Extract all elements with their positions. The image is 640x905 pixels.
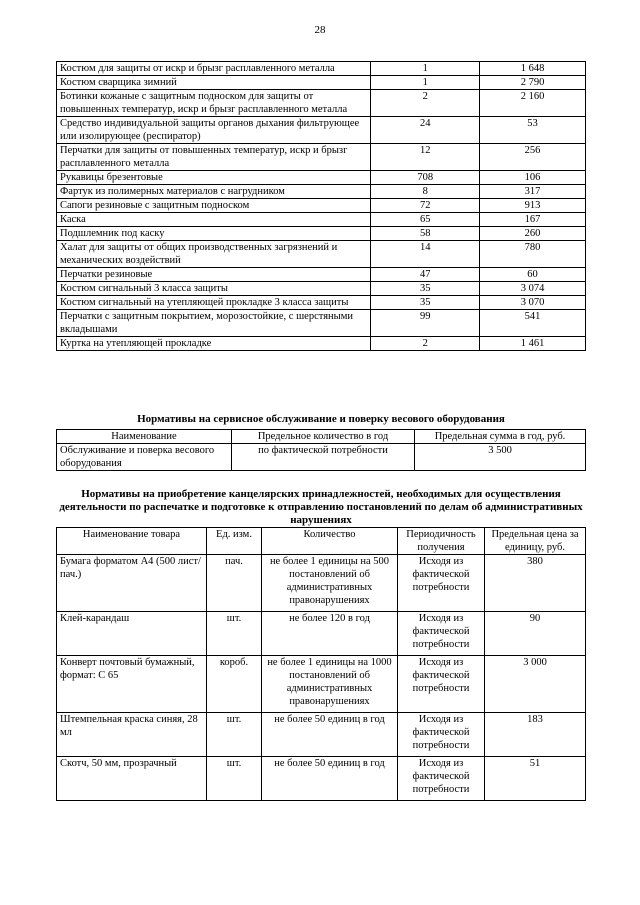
table-cell: Костюм для защиты от искр и брызг расплавленного металла — [57, 62, 371, 76]
table-row — [57, 90, 586, 117]
table-row — [57, 62, 586, 76]
table-cell: 24 — [371, 117, 480, 144]
table-cell: 913 — [480, 199, 586, 213]
table-cell: 183 — [485, 713, 586, 757]
table-cell: 541 — [480, 310, 586, 337]
table-row — [57, 296, 586, 310]
table-cell: 35 — [371, 296, 480, 310]
table-cell: Клей-карандаш — [57, 612, 207, 656]
table-cell: 60 — [480, 268, 586, 282]
table-cell: не более 50 единиц в год — [262, 757, 398, 801]
table-cell: 3 070 — [480, 296, 586, 310]
table-cell: Костюм сигнальный на утепляющей прокладке 3 класса защиты — [57, 296, 371, 310]
column-header: Предельная цена за единицу, руб. — [485, 528, 586, 555]
table-cell: Костюм сварщика зимний — [57, 76, 371, 90]
table-row — [57, 171, 586, 185]
table-cell: 3 500 — [415, 444, 586, 471]
table-cell: Обслуживание и поверка весового оборудования — [57, 444, 232, 471]
table-cell: не более 1 единицы на 500 постановлений об административных правонарушениях — [262, 555, 398, 612]
table-cell: 1 — [371, 62, 480, 76]
stationery-norms-heading: Нормативы на приобретение канцелярских принадлежностей, необходимых для осуществления деятельности по распечатке и подготовке к отправлению постановлений по делам об административных нарушениях — [59, 488, 583, 526]
table-cell: Халат для защиты от общих производственных загрязнений и механических воздействий — [57, 241, 371, 268]
table-row — [57, 213, 586, 227]
service-norms-heading: Нормативы на сервисное обслуживание и поверку весового оборудования — [137, 413, 505, 425]
table-row — [57, 656, 586, 713]
table-cell: 47 — [371, 268, 480, 282]
table-cell: 2 160 — [480, 90, 586, 117]
table-cell: 780 — [480, 241, 586, 268]
table-cell: Исходя из фактической потребности — [398, 713, 485, 757]
column-header: Количество — [262, 528, 398, 555]
table-cell: 12 — [371, 144, 480, 171]
table-row — [57, 117, 586, 144]
table-cell: 65 — [371, 213, 480, 227]
table-row — [57, 757, 586, 801]
equipment-table — [56, 61, 586, 351]
table-row — [57, 76, 586, 90]
table-cell: Перчатки с защитным покрытием, морозостойкие, с шерстяными вкладышами — [57, 310, 371, 337]
table-row — [57, 227, 586, 241]
column-header: Наименование — [57, 430, 232, 444]
table-cell: Фартук из полимерных материалов с нагрудником — [57, 185, 371, 199]
table-row — [57, 144, 586, 171]
table-cell: 58 — [371, 227, 480, 241]
table-row — [57, 282, 586, 296]
stationery-norms-table — [56, 527, 586, 801]
table-cell: 99 — [371, 310, 480, 337]
table-cell: 260 — [480, 227, 586, 241]
table-cell: 14 — [371, 241, 480, 268]
table-cell: 2 790 — [480, 76, 586, 90]
table-cell: 51 — [485, 757, 586, 801]
table-row — [57, 241, 586, 268]
table-cell: 380 — [485, 555, 586, 612]
table-cell: 72 — [371, 199, 480, 213]
table-cell: шт. — [207, 757, 262, 801]
column-header: Ед. изм. — [207, 528, 262, 555]
table-cell: Исходя из фактической потребности — [398, 555, 485, 612]
table-cell: не более 1 единицы на 1000 постановлений об административных правонарушениях — [262, 656, 398, 713]
page-number: 28 — [314, 24, 326, 36]
table-cell: 90 — [485, 612, 586, 656]
table-cell: Бумага форматом А4 (500 лист/пач.) — [57, 555, 207, 612]
column-header: Наименование товара — [57, 528, 207, 555]
table-cell: короб. — [207, 656, 262, 713]
table-cell: Каска — [57, 213, 371, 227]
table-cell: Исходя из фактической потребности — [398, 612, 485, 656]
table-cell: Рукавицы брезентовые — [57, 171, 371, 185]
table-cell: Конверт почтовый бумажный, формат: С 65 — [57, 656, 207, 713]
table-row — [57, 310, 586, 337]
table-cell: Перчатки резиновые — [57, 268, 371, 282]
table-cell: 3 074 — [480, 282, 586, 296]
table-cell: Подшлемник под каску — [57, 227, 371, 241]
table-cell: 53 — [480, 117, 586, 144]
table-cell: Ботинки кожаные с защитным подноском для защиты от повышенных температур, искр и брызг расплавленного металла — [57, 90, 371, 117]
table-cell: 35 — [371, 282, 480, 296]
table-cell: Исходя из фактической потребности — [398, 757, 485, 801]
table-row — [57, 444, 586, 471]
table-cell: Исходя из фактической потребности — [398, 656, 485, 713]
table-cell: 2 — [371, 90, 480, 117]
table-cell: 2 — [371, 337, 480, 351]
table-cell: 256 — [480, 144, 586, 171]
table-cell: шт. — [207, 612, 262, 656]
table-cell: Куртка на утепляющей прокладке — [57, 337, 371, 351]
table-row — [57, 555, 586, 612]
table-cell: 3 000 — [485, 656, 586, 713]
column-header: Предельная сумма в год, руб. — [415, 430, 586, 444]
table-row — [57, 713, 586, 757]
table-cell: 317 — [480, 185, 586, 199]
table-cell: 708 — [371, 171, 480, 185]
table-cell: Сапоги резиновые с защитным подноском — [57, 199, 371, 213]
table-cell: 1 648 — [480, 62, 586, 76]
table-cell: по фактической потребности — [232, 444, 415, 471]
table-cell: 8 — [371, 185, 480, 199]
table-cell: 1 461 — [480, 337, 586, 351]
column-header: Предельное количество в год — [232, 430, 415, 444]
table-row — [57, 199, 586, 213]
table-cell: Перчатки для защиты от повышенных температур, искр и брызг расплавленного металла — [57, 144, 371, 171]
table-row — [57, 185, 586, 199]
table-cell: 167 — [480, 213, 586, 227]
table-cell: 106 — [480, 171, 586, 185]
column-header: Периодичность получения — [398, 528, 485, 555]
table-row — [57, 337, 586, 351]
table-cell: Штемпельная краска синяя, 28 мл — [57, 713, 207, 757]
table-cell: Скотч, 50 мм, прозрачный — [57, 757, 207, 801]
table-row — [57, 268, 586, 282]
table-cell: 1 — [371, 76, 480, 90]
table-cell: шт. — [207, 713, 262, 757]
table-cell: пач. — [207, 555, 262, 612]
table-row — [57, 612, 586, 656]
table-cell: не более 120 в год — [262, 612, 398, 656]
service-norms-table — [56, 429, 586, 471]
table-cell: не более 50 единиц в год — [262, 713, 398, 757]
table-cell: Средство индивидуальной защиты органов дыхания фильтрующее или изолирующее (респиратор) — [57, 117, 371, 144]
table-cell: Костюм сигнальный 3 класса защиты — [57, 282, 371, 296]
